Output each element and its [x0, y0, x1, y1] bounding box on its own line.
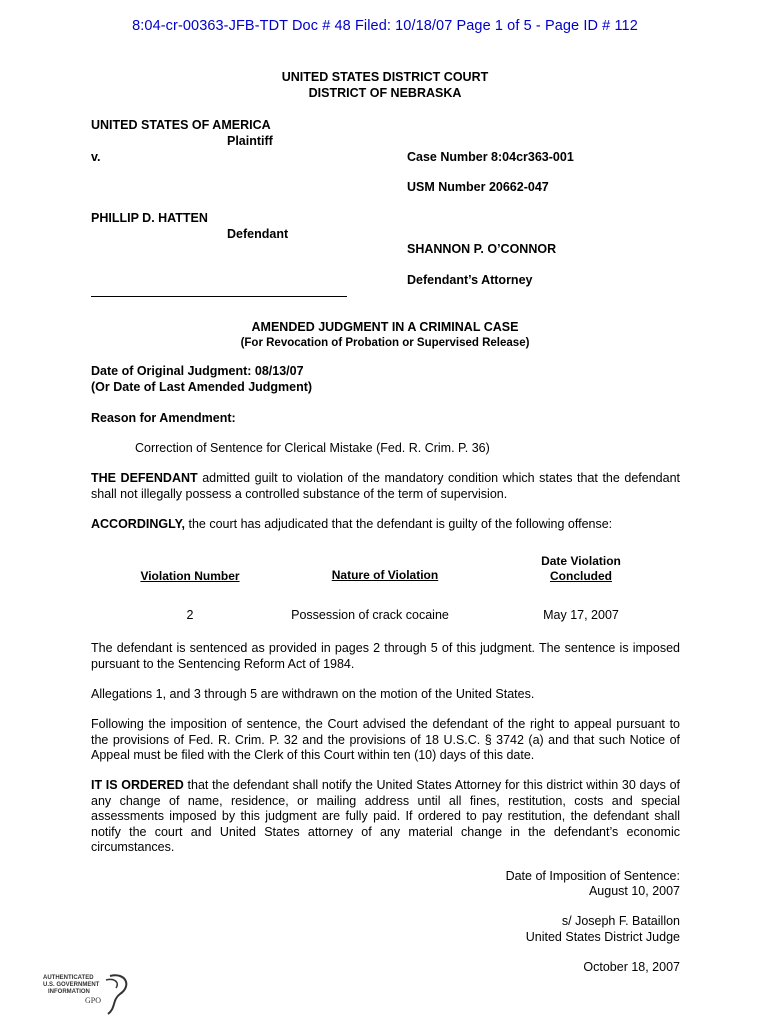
- appeal-paragraph: Following the imposition of sentence, the Court advised the defendant of the right to appeal pursuant to the provisions of Fed. R. Crim. P. 32 and the provisions of 18 U.S.C. § 3742 (a) and that such Notice of Appeal must be filed with the Clerk of this Court within ten (10) days of this date.: [91, 717, 680, 762]
- ordered-text: that the defendant shall notify the United States Attorney for this district within 30 days of any change of name, residence, or mailing address until all fines, restitution, costs and special assessments imposed by this judgment are fully paid. If ordered to pay restitution, the defendant shall notify the court and United States attorney of any material change in the defendant’s economic circumstances.: [91, 778, 681, 854]
- accordingly-lead: ACCORDINGLY,: [91, 517, 185, 531]
- defendant-label: Defendant: [227, 227, 289, 241]
- original-judgment-date: Date of Original Judgment: 08/13/07: [91, 364, 304, 378]
- judge-signature: s/ Joseph F. Bataillon: [561, 914, 680, 928]
- attorney-name: SHANNON P. O’CONNOR: [407, 242, 557, 256]
- table-cell-date: May 17, 2007: [543, 608, 619, 622]
- eagle-icon: [108, 975, 126, 1014]
- court-name: UNITED STATES DISTRICT COURT: [281, 70, 489, 84]
- defendant-paragraph: [91, 471, 680, 502]
- allegations-paragraph: Allegations 1, and 3 through 5 are withdrawn on the motion of the United States.: [91, 687, 535, 701]
- imposition-date: August 10, 2007: [588, 884, 680, 898]
- table-cell-nature: Possession of crack cocaine: [291, 608, 449, 622]
- defendant-lead: THE DEFENDANT: [91, 471, 198, 485]
- document-header-stamp: 8:04-cr-00363-JFB-TDT Doc # 48 Filed: 10/18/07 Page 1 of 5 - Page ID # 112: [132, 18, 638, 34]
- defendant-text: admitted guilt to violation of the mandatory condition which states that the defendant shall not illegally possess a controlled substance of the term of supervision.: [91, 471, 680, 501]
- amendment-reason: Correction of Sentence for Clerical Mistake (Fed. R. Crim. P. 36): [135, 441, 490, 455]
- eagle-wing-icon: [106, 979, 117, 988]
- plaintiff-name: UNITED STATES OF AMERICA: [91, 118, 271, 132]
- plaintiff-label: Plaintiff: [227, 134, 273, 148]
- defendant-name: PHILLIP D. HATTEN: [91, 211, 208, 225]
- column-header-date-line2: Concluded: [550, 569, 612, 583]
- usm-number: USM Number 20662-047: [407, 180, 549, 194]
- column-header-violation-number: Violation Number: [140, 569, 240, 583]
- last-amended-judgment: (Or Date of Last Amended Judgment): [91, 380, 313, 394]
- attorney-label: Defendant’s Attorney: [407, 273, 533, 287]
- column-header-nature: Nature of Violation: [331, 568, 439, 582]
- gpo-authentication-logo: [40, 970, 132, 1016]
- versus: v.: [91, 150, 101, 164]
- imposition-label: Date of Imposition of Sentence:: [505, 869, 680, 883]
- signed-date: October 18, 2007: [583, 960, 680, 974]
- accordingly-text: the court has adjudicated that the defendant is guilty of the following offense:: [185, 517, 613, 531]
- document-subtitle: (For Revocation of Probation or Supervised Release): [240, 337, 530, 349]
- column-header-date-line1: Date Violation: [541, 554, 621, 568]
- amendment-heading: Reason for Amendment:: [91, 411, 236, 425]
- gpo-logo-line1: AUTHENTICATED: [43, 975, 94, 981]
- gpo-logo-line3: INFORMATION: [48, 989, 90, 995]
- ordered-paragraph: [91, 778, 680, 856]
- sentenced-paragraph: The defendant is sentenced as provided in pages 2 through 5 of this judgment. The sentence is imposed pursuant to the Sentencing Reform Act of 1984.: [91, 641, 680, 671]
- document-title: AMENDED JUDGMENT IN A CRIMINAL CASE: [251, 320, 519, 334]
- accordingly-paragraph: [91, 517, 680, 533]
- court-district: DISTRICT OF NEBRASKA: [308, 86, 462, 100]
- table-cell-violation-number: 2: [186, 608, 194, 622]
- caption-divider: [91, 296, 347, 297]
- ordered-lead: IT IS ORDERED: [91, 778, 184, 792]
- gpo-logo-mark: GPO: [85, 996, 102, 1005]
- judge-title: United States District Judge: [525, 930, 680, 944]
- gpo-logo-line2: U.S. GOVERNMENT: [43, 982, 100, 988]
- case-number: Case Number 8:04cr363-001: [407, 150, 574, 164]
